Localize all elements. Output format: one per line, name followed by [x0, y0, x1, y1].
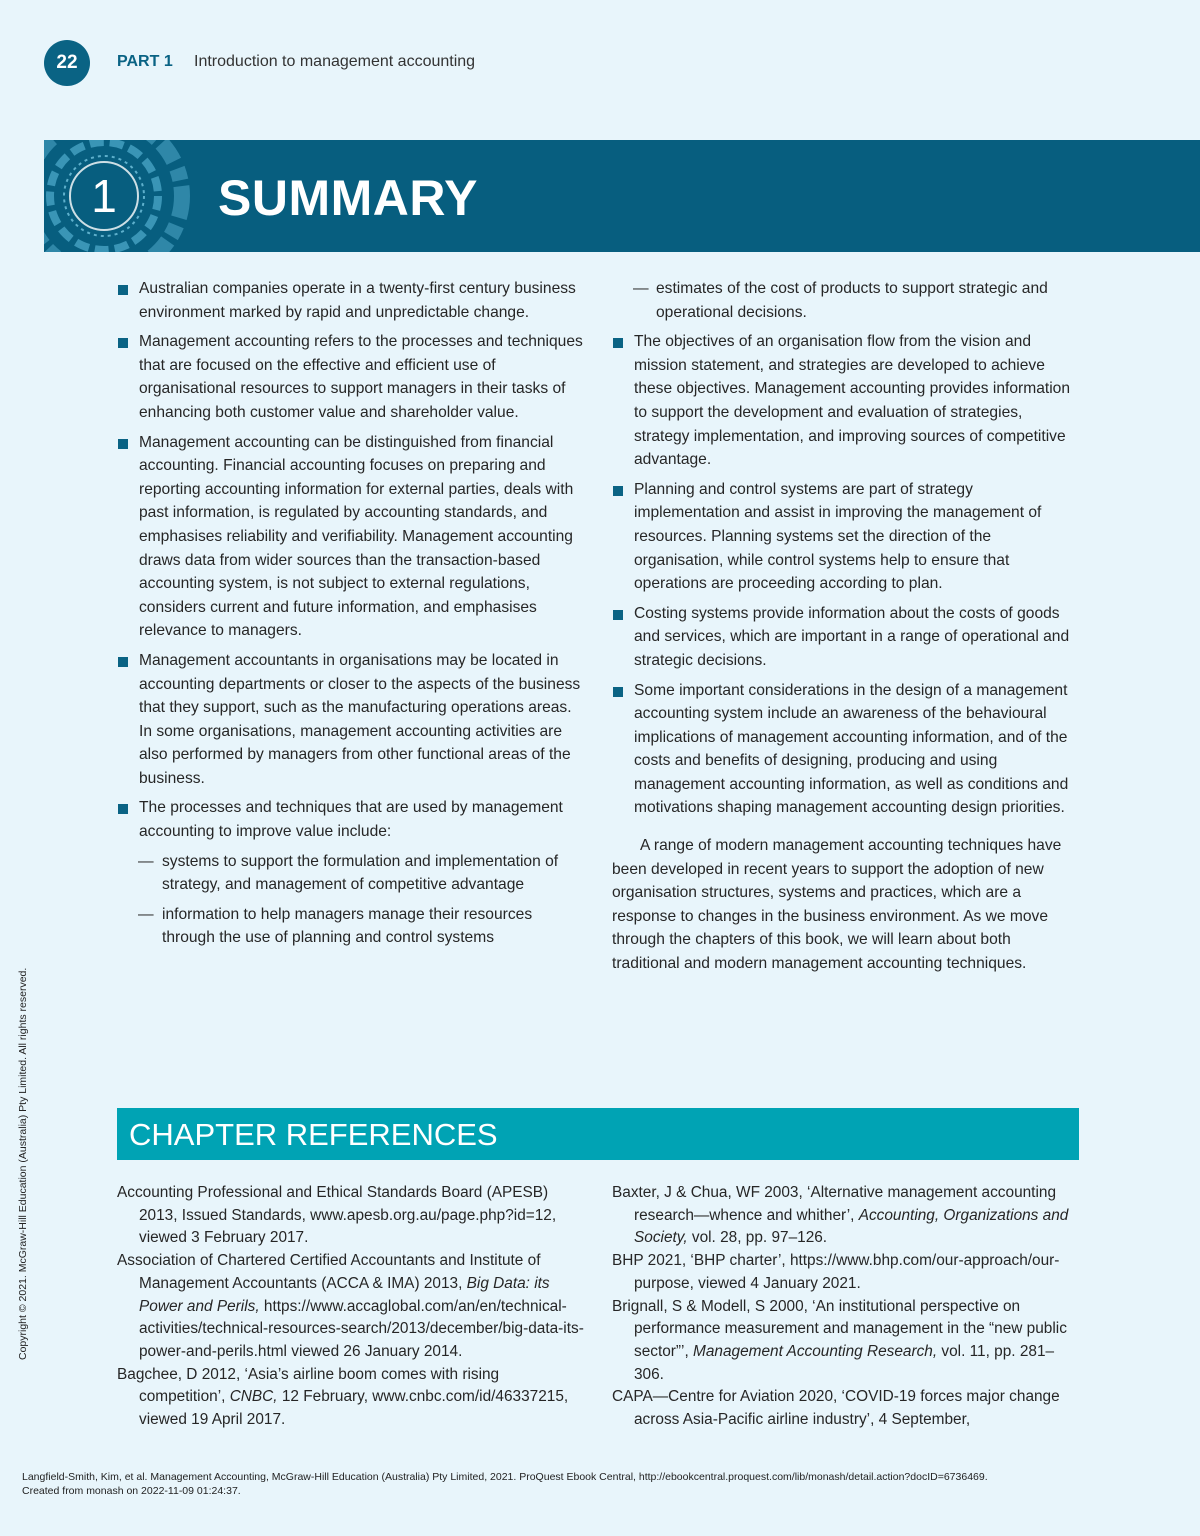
footer-citation [22, 1470, 988, 1498]
page-number-badge: 22 [44, 40, 90, 86]
summary-right-column [612, 277, 1078, 976]
summary-bullet: Management accountants in organisations may be located in accounting departments or closer to the aspects of the business that they support, such as the manufacturing operations areas. In some organisations, management accounting activities are also performed by managers from other functional areas of the business. [117, 649, 585, 791]
reference-entry: Association of Chartered Certified Accountants and Institute of Management Accountants (ACCA & IMA) 2013, Big Data: its Power and Perils, https://www.accaglobal.com/an/en/technical-activities/technical-resources-search/2013/december/big-data-its-power-and-perils.html viewed 26 January 2014. [117, 1252, 584, 1360]
references-banner [117, 1108, 1079, 1160]
summary-banner [44, 140, 1200, 252]
summary-heading: SUMMARY [218, 170, 478, 226]
summary-bullet: The processes and techniques that are used by management accounting to improve value include: [117, 796, 585, 843]
summary-left-column [117, 277, 585, 956]
reference-entry: Baxter, J & Chua, WF 2003, ‘Alternative management accounting research—whence and whither’, Accounting, Organizations and Society, vol. 28, pp. 97–126. [612, 1184, 1069, 1247]
reference-entry: Accounting Professional and Ethical Standards Board (APESB) 2013, Issued Standards, www.apesb.org.au/page.php?id=12, viewed 3 February 2017. [117, 1184, 557, 1247]
references-right-column [612, 1182, 1082, 1432]
summary-bullet: Australian companies operate in a twenty-first century business environment marked by rapid and unpredictable change. [117, 277, 585, 324]
reference-entry: BHP 2021, ‘BHP charter’, https://www.bhp.com/our-approach/our-purpose, viewed 4 January 2021. [612, 1252, 1060, 1292]
references-left-column [117, 1182, 589, 1432]
chapter-dial-icon [44, 140, 194, 252]
summary-bullet: The objectives of an organisation flow from the vision and mission statement, and strategies are developed to achieve these objectives. Management accounting provides information to support the development and evaluation of strategies, strategy implementation, and improving sources of competitive advantage. [612, 330, 1078, 472]
reference-entry: Bagchee, D 2012, ‘Asia’s airline boom comes with rising competition’, CNBC, 12 February, www.cnbc.com/id/46337215, viewed 19 April 2017. [117, 1365, 569, 1429]
summary-bullet: Planning and control systems are part of strategy implementation and assist in improving the management of resources. Planning systems set the direction of the organisation, while control systems help to ensure that operations are proceeding according to plan. [612, 478, 1078, 596]
summary-bullet: Some important considerations in the design of a management accounting system include an awareness of the behavioural implications of management accounting information, and of the costs and benefits of designing, producing and using management accounting information, as well as conditions and motivations shaping management accounting design priorities. [612, 679, 1078, 821]
footer-created-line: Created from monash on 2022-11-09 01:24:37. [22, 1485, 241, 1497]
summary-bullet: Management accounting refers to the processes and techniques that are focused on the effective and efficient use of organisational resources to support managers in their tasks of enhancing both customer value and shareholder value. [117, 330, 585, 424]
summary-bullet: Management accounting can be distinguished from financial accounting. Financial accounting focuses on preparing and reporting accounting information for external parties, deals with past information, is regulated by accounting standards, and emphasises reliability and verifiability. Management accounting draws data from wider sources than the transaction-based accounting system, is not subject to external regulations, considers current and future information, and emphasises relevance to managers. [117, 431, 585, 643]
summary-subitem: — systems to support the formulation and implementation of strategy, and management of competitive advantage [117, 850, 585, 897]
summary-subitem: — estimates of the cost of products to support strategic and operational decisions. [612, 277, 1078, 324]
summary-subitem: — information to help managers manage their resources through the use of planning and control systems [117, 903, 585, 950]
part-label: PART 1 [117, 53, 173, 70]
part-title: Introduction to management accounting [194, 53, 476, 70]
references-heading: CHAPTER REFERENCES [129, 1117, 498, 1152]
summary-bullet: Costing systems provide information about the costs of goods and services, which are important in a range of operational and strategic decisions. [612, 602, 1078, 673]
reference-entry: Brignall, S & Modell, S 2000, ‘An institutional perspective on performance measurement and management in the “new public sector”’, Management Accounting Research, vol. 11, pp. 281–306. [612, 1297, 1067, 1383]
side-copyright-notice: Copyright © 2021. McGraw-Hill Education (Australia) Pty Limited. All rights reserved. [17, 967, 29, 1360]
chapter-number: 1 [91, 170, 117, 222]
closing-paragraph: A range of modern management accounting techniques have been developed in recent years to support the adoption of new organisation structures, systems and practices, which are a response to changes in the business environment. As we move through the chapters of this book, we will learn about both traditional and modern management accounting techniques. [612, 837, 1062, 973]
reference-entry: CAPA—Centre for Aviation 2020, ‘COVID-19 forces major change across Asia-Pacific airline industry’, 4 September, [612, 1388, 1060, 1429]
footer-source-line: Langfield-Smith, Kim, et al. Management Accounting, McGraw-Hill Education (Australia) Pty Limited, 2021. ProQuest Ebook Central, http://ebookcentral.proquest.com/lib/monash/detail.action?docID=6736469. [22, 1471, 988, 1483]
